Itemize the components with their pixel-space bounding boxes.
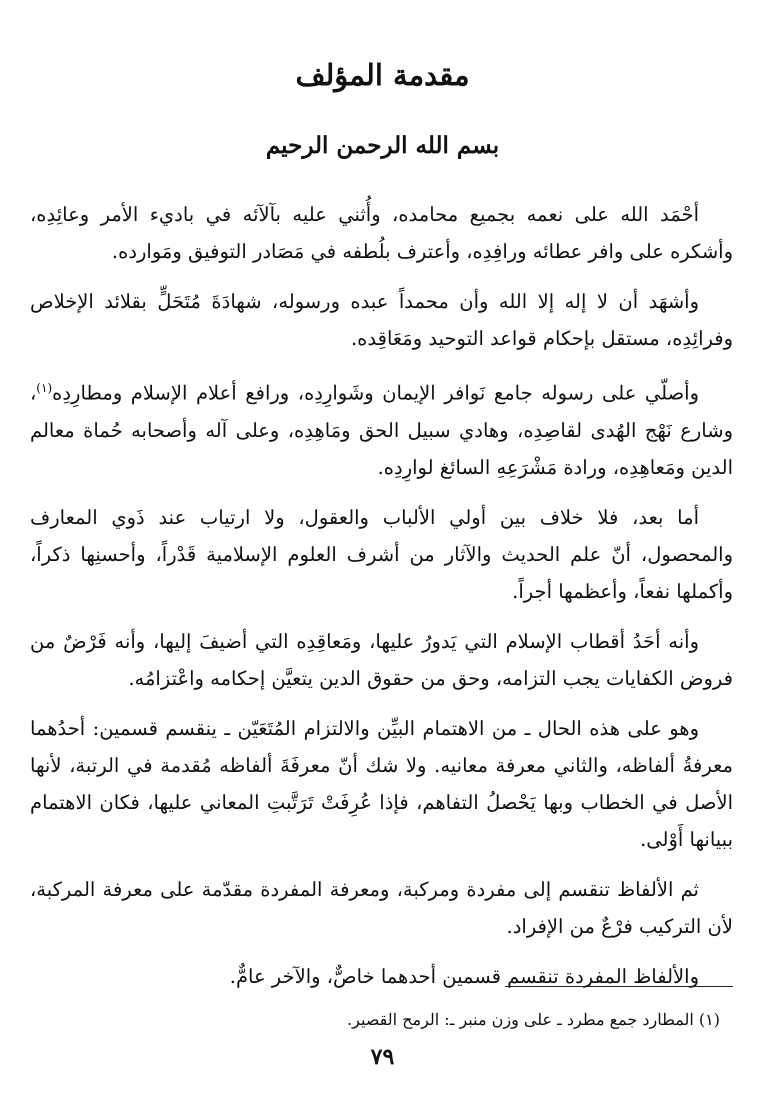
basmala-heading: بسم الله الرحمن الرحيم xyxy=(265,132,500,159)
page-title: مقدمة المؤلف xyxy=(295,58,470,92)
page-number: ٧٩ xyxy=(370,1044,395,1070)
paragraph-5: وأنه أحَدُ أقطاب الإسلام التي يَدورُ عليها، ومَعاقِدِه التي أضيفَ إليها، وأنه فَرْضٌ من فروض الكفايات يجب التزامه، وحق من حقوق الدين يتعيَّن إحكامه واعْتزامُه. xyxy=(30,629,733,690)
body-text xyxy=(30,196,733,1008)
paragraph-6: وهو على هذه الحال ـ من الاهتمام البيِّن والالتزام المُتَعَيّن ـ ينقسم قسمين: أحدُهما معرفةُ ألفاظه، والثاني معرفة معانيه. ولا شك أنّ معرفَةَ ألفاظه مُقدمة في الرتبة، لأنها الأصل في الخطاب وبها يَحْصلُ التفاهم، فإذا عُرِفَتْ تَرَتَّبتِ المعاني عليها، فكان الاهتمام ببيانها أَوْلى. xyxy=(30,716,733,851)
paragraph-1: أحْمَد الله على نعمه بجميع محامده، وأُثني عليه بآلآئه في باديء الأمر وعائِدِه، وأشكره على وافر عطائه ورافِدِه، وأعترف بلُطفه في مَصَادر التوفيق ومَوارده. xyxy=(30,203,733,263)
paragraph-4: أما بعد، فلا خلاف بين أولي الألباب والعقول، ولا ارتياب عند ذَوي المعارف والمحصول، أنّ علم الحديث والآثار من أشرف العلوم الإسلامية قَدْراً، وأحسنِها ذكراً، وأكملها نفعاً، وأعظمها أجراً. xyxy=(30,505,733,603)
paragraph-3-text-rest: ، وشارع نَهْج الهُدى لقاصِدِه، وهادي سبيل الحق ومَاهِدِه، وعلى آله وأصحابه حُماة معالم الدين ومَعاهِدِه، ورادة مَشْرَعِهِ السائغ لوارِدِه. xyxy=(30,381,733,479)
paragraph-3-text: وأصلّي على رسوله جامع نَوافر الإيمان وشَوارِدِه، ورافع أعلام الإسلام ومطارِدِه xyxy=(52,381,699,405)
paragraph-8: والألفاظ المفردة تنقسم قسمين أحدهما خاصٌّ، والآخر عامٌّ. xyxy=(229,964,699,988)
footnote-divider xyxy=(505,986,733,987)
paragraph-3 xyxy=(30,370,733,486)
footnote-marker: (١) xyxy=(36,381,53,395)
paragraph-2: وأشهَد أن لا إله إلا الله وأن محمداً عبده ورسوله، شهادَةَ مُتَحَلٍّ بقلائد الإخلاص وفرائِدِه، مستقل بإحكام قواعد التوحيد ومَعَاقِده. xyxy=(30,290,733,350)
footnote: (١) المطارد جمع مطرد ـ على وزن منبر ـ: الرمح القصير. xyxy=(347,1010,720,1029)
paragraph-7: ثم الألفاظ تنقسم إلى مفردة ومركبة، ومعرفة المفردة مقدّمة على معرفة المركبة، لأن التركيب فرْعٌ من الإفراد. xyxy=(30,877,733,938)
